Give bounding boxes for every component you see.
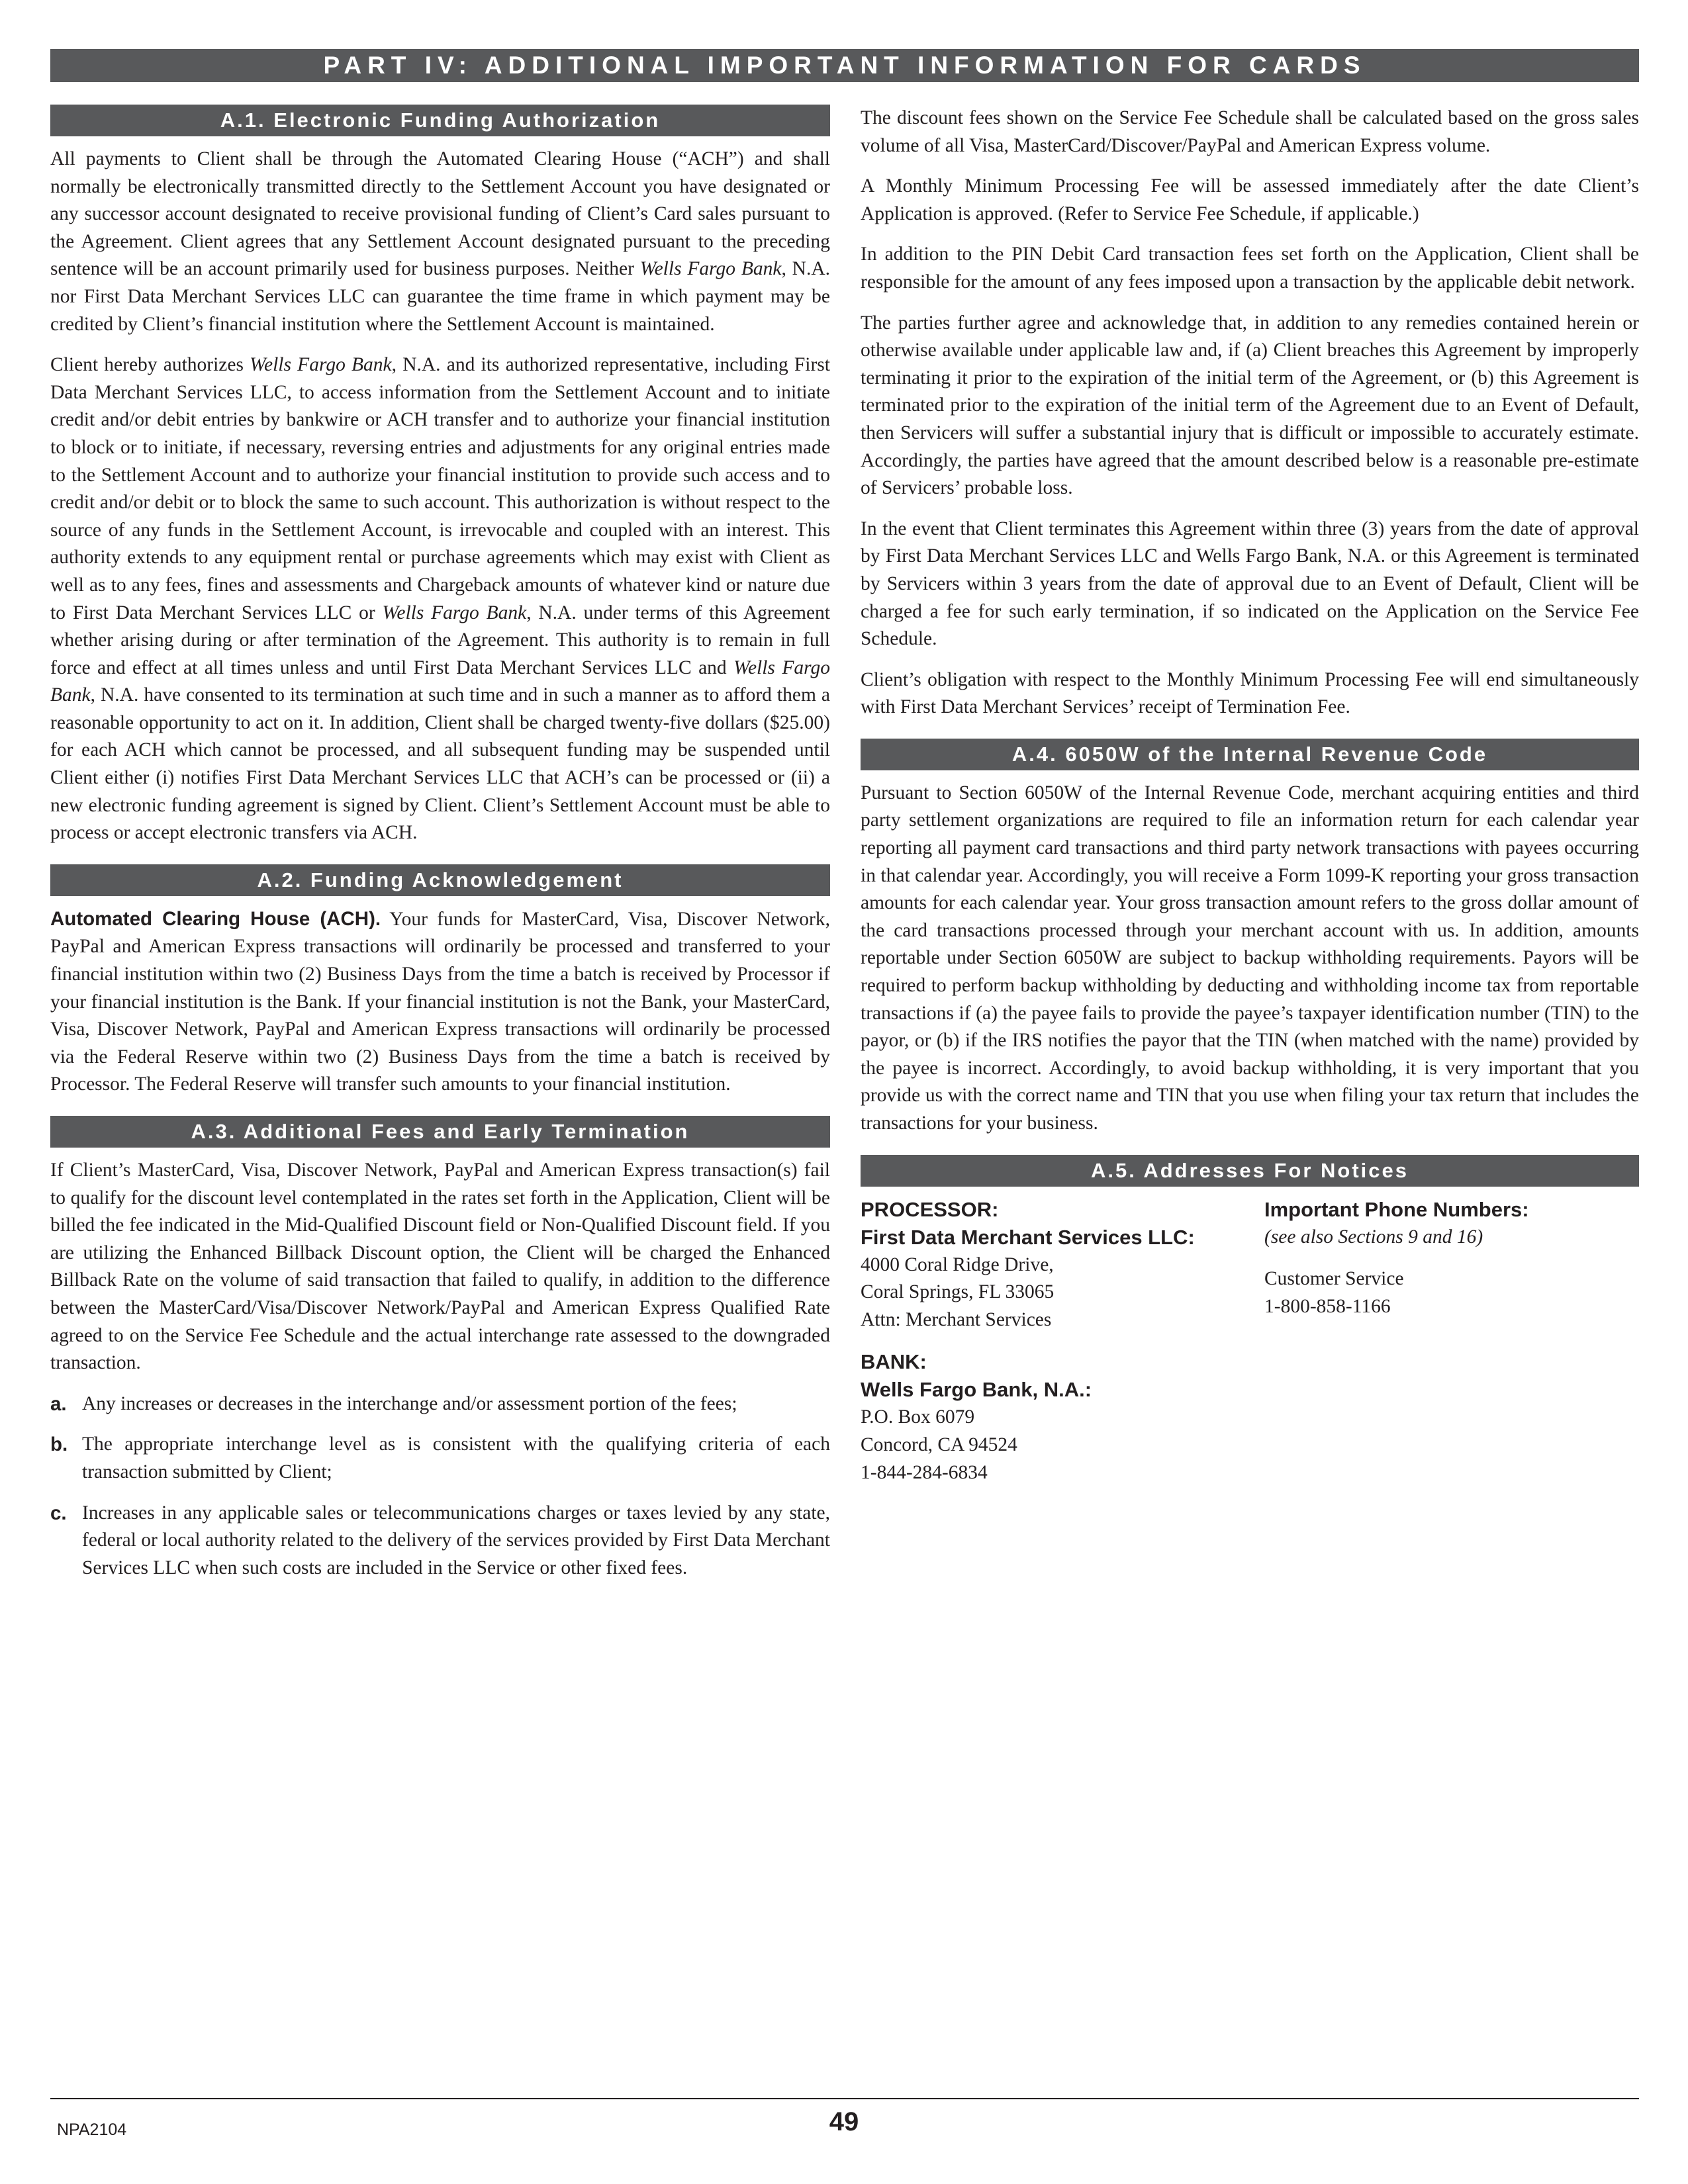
a3-paragraph-2: The discount fees shown on the Service Fee Schedule shall be calculated based on the gross sales volume of all Visa, MasterCard/Discover/PayPal and American Express volume.	[861, 107, 1639, 156]
a2-lead: Automated Clearing House (ACH).	[50, 907, 381, 930]
a2-paragraph: Automated Clearing House (ACH). Your funds for MasterCard, Visa, Discover Network, PayPal and American Express transactions will ordinarily be processed and transferred to your financial institution within two (2) Business Days from the time a batch is received by Processor if your financial institution is the Bank. If your financial institution is not the Bank, your MasterCard, Visa, Discover Network, PayPal and American Express transactions will ordinarily be processed via the Federal Reserve within two (2) Business Days from the time a batch is received by Processor. The Federal Reserve will transfer such amounts to your financial institution.	[50, 907, 830, 1095]
processor-address-line: Attn: Merchant Services	[861, 1308, 1052, 1330]
bank-name: Wells Fargo Bank, N.A.:	[861, 1378, 1092, 1402]
footer-code: NPA2104	[57, 2120, 127, 2139]
processor-name: First Data Merchant Services LLC:	[861, 1225, 1195, 1249]
section-a3-heading: A.3. Additional Fees and Early Termination	[50, 1116, 830, 1148]
a3-paragraph-6: In the event that Client terminates this Agreement within three (3) years from the date of approval by First Data Merchant Services LLC and Wells Fargo Bank, N.A. or this Agreement is terminated by Servicers within 3 years from the date of approval due to an Event of Default, Client will be charged a fee for such early termination, if so indicated on the Application on the Service Fee Schedule.	[861, 518, 1639, 650]
bank-phone: 1-844-284-6834	[861, 1461, 988, 1483]
bank-address-line: Concord, CA 94524	[861, 1433, 1017, 1455]
a1-paragraph-2: Client hereby authorizes Wells Fargo Bank, N.A. and its authorized representative, including First Data Merchant Services LLC, to access information from the Settlement Account and to initiate credit and/or debit entries by bankwire or ACH transfer and to authorize your financial institution to block or to initiate, if necessary, reversing entries and adjustments for any original entries made to the Settlement Account and to authorize your financial institution to provide such access and to credit and/or debit or to block the same to such account. This authorization is without respect to the source of any funds in the Settlement Account, is irrevocable and coupled with an interest. This authority extends to any equipment rental or purchase agreements which may exist with Client as well as to any fees, fines and assessments and Chargeback amounts of whatever kind or nature due to First Data Merchant Services LLC or Wells Fargo Bank, N.A. under terms of this Agreement whether arising during or after termination of the Agreement. This authority is to remain in full force and effect at all times unless and until First Data Merchant Services LLC and Wells Fargo Bank, N.A. have consented to its termination at such time and in such a manner as to afford them a reasonable opportunity to act on it. In addition, Client shall be charged twenty-five dollars ($25.00) for each ACH which cannot be processed, and all subsequent funding may be suspended until Client either (i) notifies First Data Merchant Services LLC that ACH’s can be processed or (ii) a new electronic funding agreement is signed by Client. Client’s Settlement Account must be able to process or accept electronic transfers via ACH.	[50, 354, 830, 844]
section-a4-heading: A.4. 6050W of the Internal Revenue Code	[861, 739, 1639, 770]
addresses-left	[861, 1196, 1264, 1487]
a3-fee-list	[50, 1390, 830, 1582]
left-column	[50, 105, 830, 1595]
section-a5-heading: A.5. Addresses For Notices	[861, 1155, 1639, 1187]
section-a1-heading: A.1. Electronic Funding Authorization	[50, 105, 830, 136]
a3-paragraph-1: If Client’s MasterCard, Visa, Discover Network, PayPal and American Express transaction(s) fail to qualify for the discount level contemplated in the rates set forth in the Application, Client will be billed the fee indicated in the Mid-Qualified Discount field or Non-Qualified Discount field. If you are utilizing the Enhanced Billback Discount option, the Client will be charged the Enhanced Billback Rate on the volume of said transaction that failed to qualify, in addition to the difference between the MasterCard/Visa/Discover Network/PayPal and American Express Qualified Rate agreed to on the Service Fee Schedule and the actual interchange rate assessed to the downgraded transaction.	[50, 1160, 830, 1374]
a4-paragraph: Pursuant to Section 6050W of the Internal Revenue Code, merchant acquiring entities and third party settlement organizations are required to file an information return for each calendar year reporting all payment card transactions and third party network transactions with payees occurring in that calendar year. Accordingly, you will receive a Form 1099-K reporting your gross transaction amounts for each calendar year. Your gross transaction amount refers to the gross dollar amount of the card transactions processed through your merchant account with us. In addition, amounts reportable under Section 6050W are subject to backup withholding requirements. Payors will be required to perform backup withholding by deducting and withholding income tax from reportable transactions if (a) the payee fails to provide the payee’s taxpayer identification number (TIN) to the payor, or (b) if the IRS notifies the payor that the TIN (when matched with the name) provided by the payee is incorrect. Accordingly, to avoid backup withholding, it is very important that you provide us with the correct name and TIN that you use when filing your tax return that includes the transactions for your business.	[861, 782, 1639, 1134]
addresses-block	[861, 1196, 1639, 1487]
a3-paragraph-5: The parties further agree and acknowledge that, in addition to any remedies contained herein or otherwise available under applicable law and, if (a) Client breaches this Agreement by improperly terminating it prior to the expiration of the initial term of the Agreement, or (b) this Agreement is terminated prior to the expiration of the initial term of the Agreement due to an Event of Default, then Servicers will suffer a substantial injury that is difficult or impossible to accurately estimate. Accordingly, the parties have agreed that the amount described below is a reasonable pre-estimate of Servicers’ probable loss.	[861, 312, 1639, 499]
phones-note: (see also Sections 9 and 16)	[1264, 1226, 1483, 1248]
section-a2-heading: A.2. Funding Acknowledgement	[50, 864, 830, 896]
phones-label: Important Phone Numbers:	[1264, 1197, 1529, 1221]
bank-address-line: P.O. Box 6079	[861, 1406, 975, 1428]
bank-label: BANK:	[861, 1350, 927, 1374]
footer-rule	[50, 2098, 1639, 2099]
processor-address-line: Coral Springs, FL 33065	[861, 1281, 1055, 1303]
a1-paragraph-1: All payments to Client shall be through the Automated Clearing House (“ACH”) and shall normally be electronically transmitted directly to the Settlement Account you have designated or any successor account designated to receive provisional funding of Client’s Card sales pursuant to the Agreement. Client agrees that any Settlement Account designated pursuant to the preceding sentence will be an account primarily used for business purposes. Neither Wells Fargo Bank, N.A. nor First Data Merchant Services LLC can guarantee the time frame in which payment may be credited by Client’s financial institution where the Settlement Account is maintained.	[50, 148, 830, 335]
list-item: b. The appropriate interchange level as is consistent with the qualifying criteria of each transaction submitted by Client;	[50, 1433, 830, 1482]
page-number: 49	[829, 2107, 859, 2136]
right-column	[861, 105, 1639, 1486]
page-title: PART IV: ADDITIONAL IMPORTANT INFORMATION FOR CARDS	[50, 49, 1639, 82]
addresses-right	[1264, 1196, 1635, 1487]
processor-address-line: 4000 Coral Ridge Drive,	[861, 1253, 1054, 1275]
a3-paragraph-3: A Monthly Minimum Processing Fee will be assessed immediately after the date Client’s Application is approved. (Refer to Service Fee Schedule, if applicable.)	[861, 175, 1639, 224]
customer-service-number: 1-800-858-1166	[1264, 1295, 1391, 1317]
customer-service-label: Customer Service	[1264, 1268, 1404, 1290]
list-item: c. Increases in any applicable sales or telecommunications charges or taxes levied by any state, federal or local authority related to the delivery of the services provided by First Data Merchant Services LLC when such costs are included in the Service or other fixed fees.	[50, 1502, 830, 1578]
list-item: a. Any increases or decreases in the interchange and/or assessment portion of the fees;	[50, 1392, 737, 1415]
a3-paragraph-4: In addition to the PIN Debit Card transaction fees set forth on the Application, Client shall be responsible for the amount of any fees imposed upon a transaction by the applicable debit network.	[861, 244, 1639, 293]
processor-label: PROCESSOR:	[861, 1197, 999, 1221]
a3-paragraph-7: Client’s obligation with respect to the Monthly Minimum Processing Fee will end simultaneously with First Data Merchant Services’ receipt of Termination Fee.	[861, 668, 1639, 718]
